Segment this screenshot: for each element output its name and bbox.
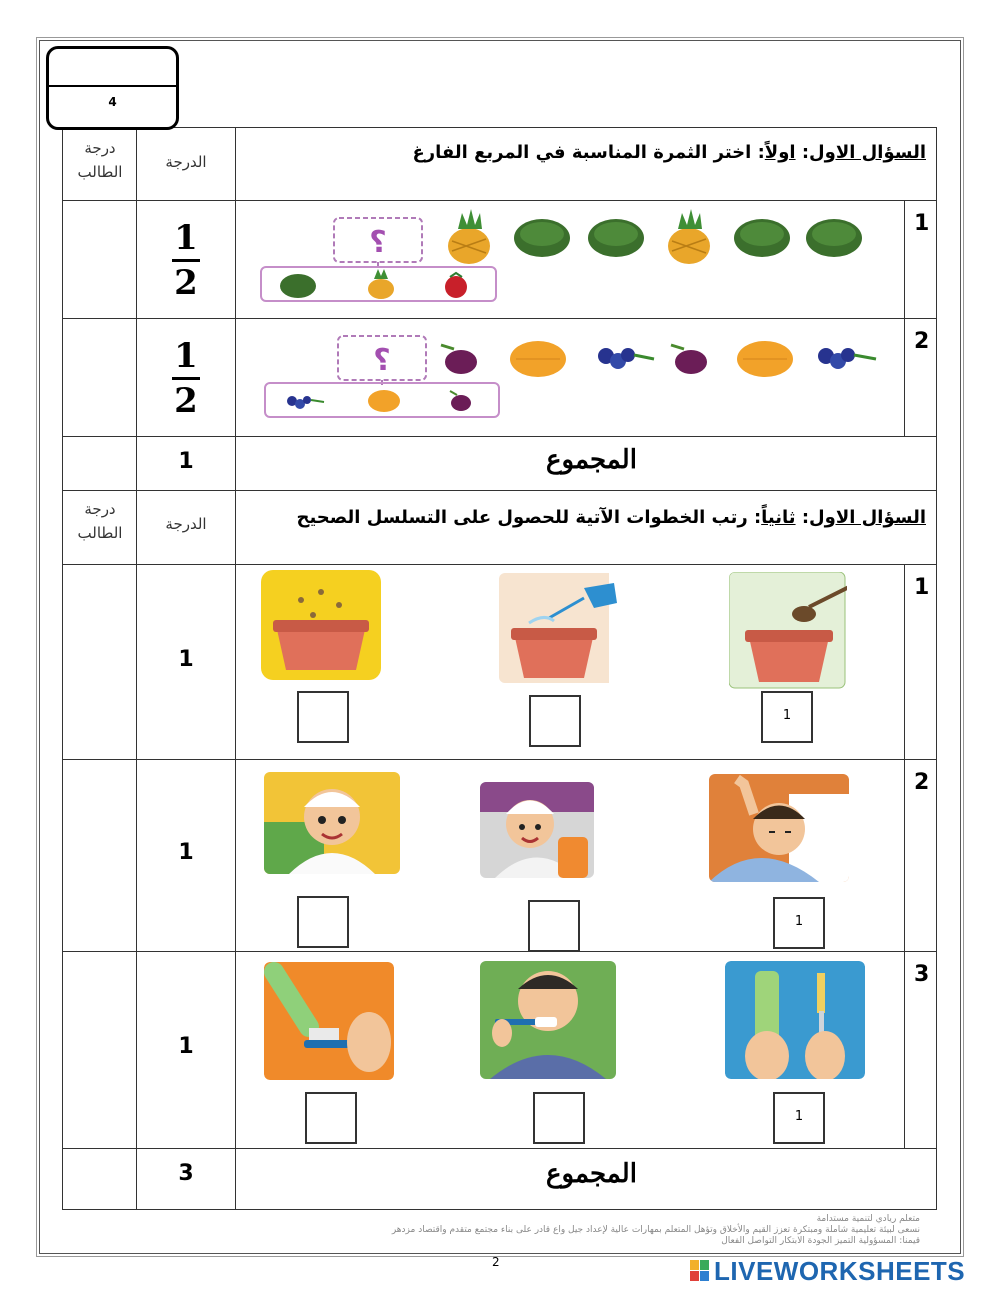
boy-schoolbag-image [480, 782, 594, 878]
student-grade-header-1: درجة الطالب [62, 127, 137, 201]
student-total-cell[interactable] [62, 436, 137, 491]
avocado-icon [514, 219, 570, 257]
answer-box[interactable] [533, 1092, 585, 1144]
sequence-cell-2 [235, 759, 905, 952]
answer-box[interactable] [297, 896, 349, 948]
fruit-pattern-1 [236, 201, 906, 320]
blueberry-icon [818, 348, 876, 369]
grade-cell: 1 [136, 759, 236, 952]
pot-soil-image [729, 572, 847, 690]
student-grade-cell[interactable] [62, 318, 137, 437]
boy-dressed-image [264, 772, 400, 874]
pattern-cell-1 [235, 200, 905, 319]
row-number-cell: 1 [904, 200, 937, 319]
pomegranate-icon [445, 273, 467, 298]
student-grade-cell[interactable] [62, 200, 137, 319]
answer-box[interactable]: 1 [761, 691, 813, 743]
student-grade-header-2: درجة الطالب [62, 490, 137, 565]
answer-box[interactable] [528, 900, 580, 952]
blueberry-icon [598, 348, 654, 369]
answer-box[interactable] [305, 1092, 357, 1144]
liveworksheets-logo[interactable]: LIVEWORKSHEETS [690, 1256, 965, 1287]
row-number-cell: 2 [904, 318, 937, 437]
sequence-cell-3 [235, 951, 905, 1149]
plum-icon [441, 345, 477, 374]
section2-header [235, 490, 937, 565]
orange-icon [737, 341, 793, 377]
answer-box[interactable]: 1 [773, 1092, 825, 1144]
grade-fraction: 1 2 [166, 337, 206, 420]
pot-watering-image [499, 573, 619, 683]
answer-box[interactable] [297, 691, 349, 743]
avocado-icon [734, 219, 790, 257]
student-grade-cell[interactable] [62, 951, 137, 1149]
student-grade-cell[interactable] [62, 564, 137, 760]
plum-icon [450, 391, 471, 411]
section1-title: السؤال الاول: اولاً: اختر الثمرة المناسبة في المربع الفارغ [412, 142, 926, 163]
student-grade-cell[interactable] [62, 759, 137, 952]
row-number-cell: 1 [904, 564, 937, 760]
score-box [46, 46, 179, 130]
boy-brushing-image [480, 961, 616, 1079]
score-value: 4 [108, 95, 117, 109]
grade-fraction: 1 2 [166, 219, 206, 302]
page-number: 2 [492, 1255, 500, 1269]
boy-waking-image [709, 774, 849, 882]
avocado-icon [588, 219, 644, 257]
grade-header-2: الدرجة [136, 490, 236, 565]
pattern-cell-2 [235, 318, 905, 437]
school-footer: متعلم ريادي لتنمية مستدامة نسعى لبيئة تعليمية شاملة ومبتكرة تعزز القيم والأخلاق وتؤهل المتعلم بمهارات عالية لإعداد جيل واع قادر على بناء مجتمع متقدم واقتصاد مزدهر قيمنا: المسؤولية التميز الجودة الابتكار التواصل الفعال [391, 1214, 920, 1246]
avocado-icon [280, 274, 316, 298]
orange-icon [510, 341, 566, 377]
section1-header [235, 127, 937, 201]
answer-box[interactable] [529, 695, 581, 747]
question-mark: ؟ [369, 225, 387, 260]
row-number-cell: 2 [904, 759, 937, 952]
question-mark: ؟ [373, 343, 391, 378]
plum-icon [671, 345, 707, 374]
toothpaste-on-brush-image [264, 962, 394, 1080]
grade-header-1: الدرجة [136, 127, 236, 201]
holding-toothpaste-brush-image [725, 961, 865, 1079]
grade-cell: 1 [136, 951, 236, 1149]
pineapple-icon [668, 209, 710, 264]
liveworksheets-icon [690, 1260, 710, 1282]
student-total-cell[interactable] [62, 1148, 137, 1210]
total-grade-cell: 3 [136, 1148, 236, 1210]
answer-box[interactable]: 1 [773, 897, 825, 949]
row-number-cell: 3 [904, 951, 937, 1149]
avocado-icon [806, 219, 862, 257]
total-grade-cell: 1 [136, 436, 236, 491]
blueberry-icon [287, 396, 324, 409]
grade-cell [136, 318, 236, 437]
grade-cell [136, 200, 236, 319]
pot-seeds-image [261, 570, 381, 680]
section2-title: السؤال الاول: ثانياً: رتب الخطوات الآتية للحصول على التسلسل الصحيح [296, 507, 926, 528]
sequence-cell-1 [235, 564, 905, 760]
grade-cell: 1 [136, 564, 236, 760]
total-label-cell: المجموع [235, 1148, 937, 1210]
fruit-pattern-2 [236, 319, 906, 438]
orange-icon [368, 390, 400, 412]
total-label-cell: المجموع [235, 436, 937, 491]
pineapple-icon [368, 269, 394, 299]
pineapple-icon [448, 209, 490, 264]
